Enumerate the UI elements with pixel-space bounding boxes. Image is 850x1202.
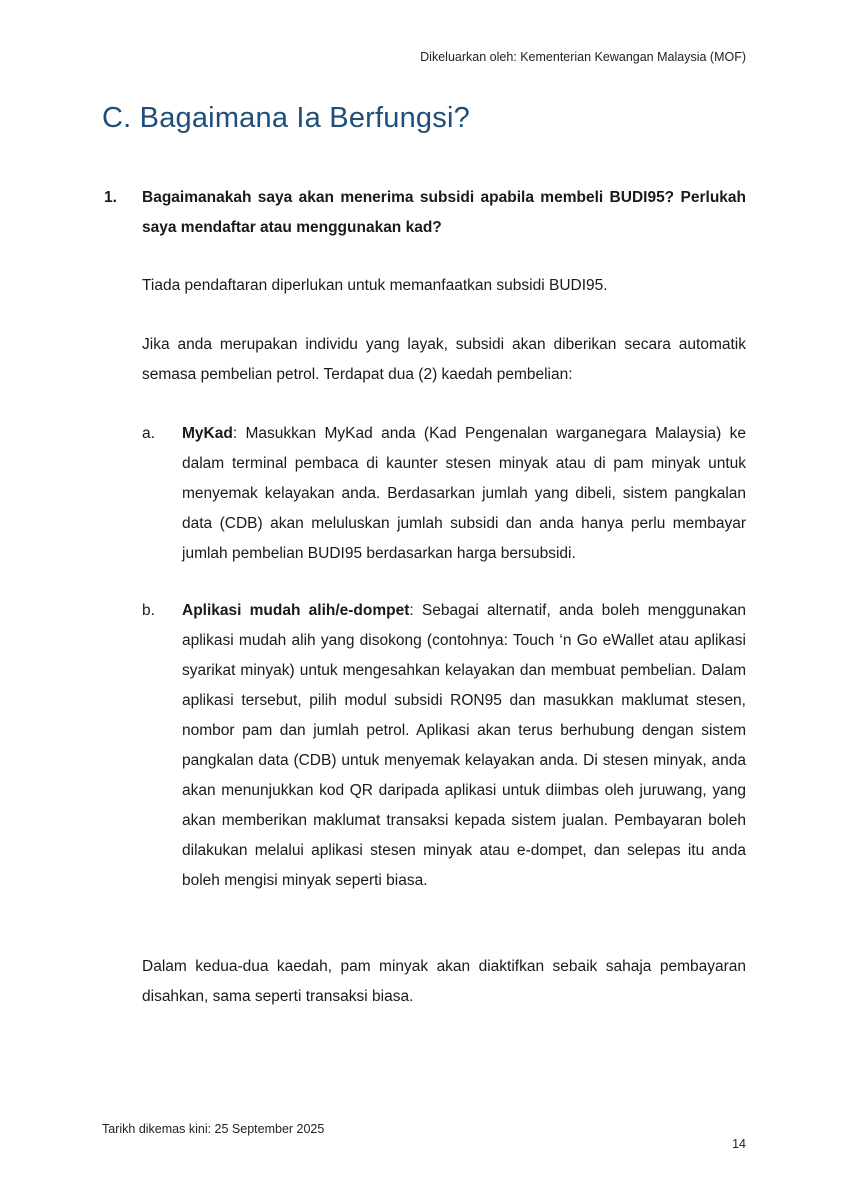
question-number: 1.: [104, 189, 117, 206]
method-body: [182, 419, 746, 569]
faq-question: [104, 183, 746, 243]
method-term: Aplikasi mudah alih/e-dompet: [182, 602, 410, 619]
method-description: : Masukkan MyKad anda (Kad Pengenalan warganegara Malaysia) ke dalam terminal pembaca di kaunter stesen minyak atau di pam minyak untuk menyemak kelayakan anda. Berdasarkan jumlah yang dibeli, sistem pangkalan data (CDB) akan meluluskan jumlah subsidi dan anda hanya perlu membayar jumlah pembelian BUDI95 berdasarkan harga bersubsidi.: [182, 425, 746, 562]
method-item-mykad: [142, 419, 746, 569]
method-description: : Sebagai alternatif, anda boleh menggunakan aplikasi mudah alih yang disokong (contohnya: Touch ‘n Go eWallet atau aplikasi syarikat minyak) untuk mengesahkan kelayakan dan membuat pembelian. Dalam aplikasi tersebut, pilih modul subsidi RON95 dan masukkan maklumat stesen, nombor pam dan jumlah petrol. Aplikasi akan terus berhubung dengan sistem pangkalan data (CDB) untuk menyemak kelayakan anda. Di stesen minyak, anda akan menunjukkan kod QR daripada aplikasi untuk diimbas oleh juruwang, yang akan memberikan maklumat transaksi kepada sistem jualan. Pembayaran boleh dilakukan melalui aplikasi stesen minyak atau e-dompet, dan selepas itu anda boleh mengisi minyak seperti biasa.: [182, 602, 746, 889]
list-marker: b.: [142, 602, 155, 619]
last-updated-date: Tarikh dikemas kini: 25 September 2025: [102, 1122, 325, 1136]
page-number: 14: [732, 1137, 746, 1151]
method-body: [182, 596, 746, 896]
list-marker: a.: [142, 425, 155, 442]
section-title: C. Bagaimana Ia Berfungsi?: [102, 102, 470, 134]
issuer-note: Dikeluarkan oleh: Kementerian Kewangan Malaysia (MOF): [420, 50, 746, 64]
method-term: MyKad: [182, 425, 233, 442]
method-item-app: [142, 596, 746, 896]
answer-intro: Tiada pendaftaran diperlukan untuk memanfaatkan subsidi BUDI95.: [142, 277, 608, 294]
question-text: Bagaimanakah saya akan menerima subsidi apabila membeli BUDI95? Perlukah saya mendaftar atau menggunakan kad?: [142, 189, 746, 236]
answer-closing: Dalam kedua-dua kaedah, pam minyak akan diaktifkan sebaik sahaja pembayaran disahkan, sama seperti transaksi biasa.: [142, 958, 746, 1005]
answer-eligibility: Jika anda merupakan individu yang layak, subsidi akan diberikan secara automatik semasa pembelian petrol. Terdapat dua (2) kaedah pembelian:: [142, 336, 746, 383]
